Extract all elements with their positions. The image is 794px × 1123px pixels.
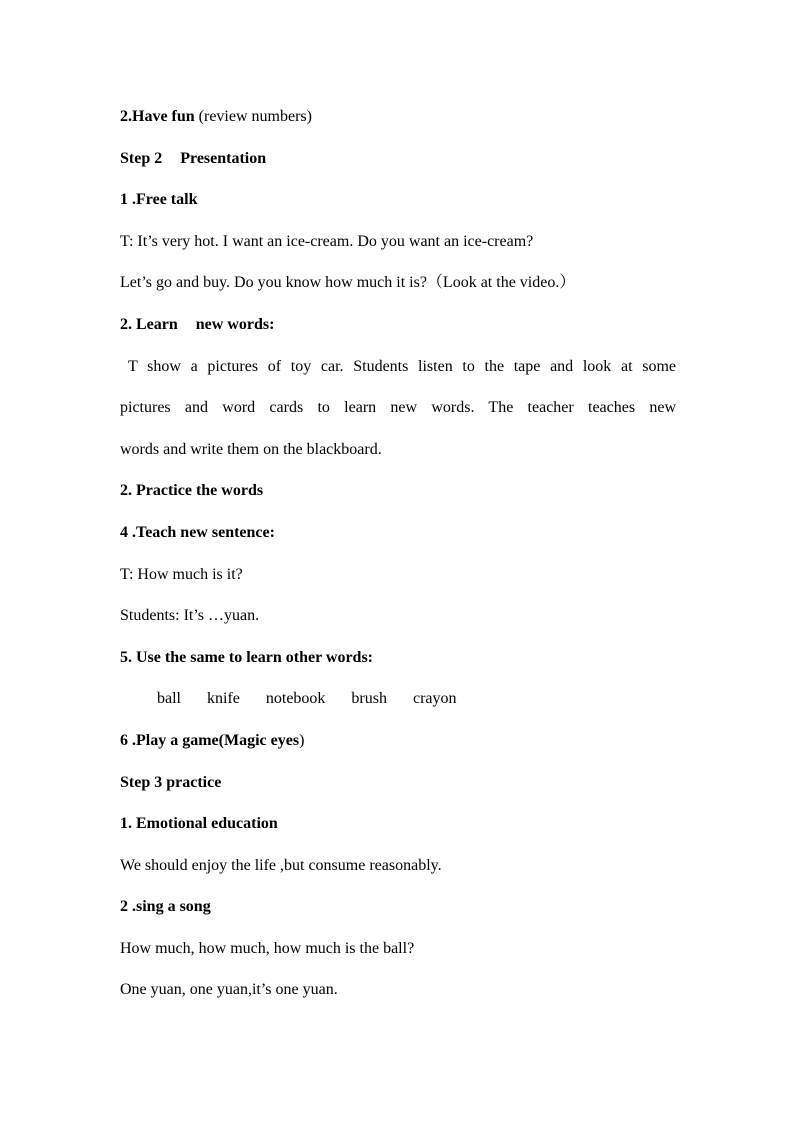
word-item: knife bbox=[207, 690, 240, 708]
word-list bbox=[120, 682, 676, 724]
free-talk-heading: 1 .Free talk bbox=[120, 191, 198, 209]
step-label: Step 2 bbox=[120, 149, 163, 167]
step-3-heading: Step 3 practice bbox=[120, 773, 222, 791]
word-item: brush bbox=[351, 690, 387, 708]
teach-sentence-heading: 4 .Teach new sentence: bbox=[120, 523, 275, 541]
dialogue-line-2: Let’s go and buy. Do you know how much it is?（Look at the video.） bbox=[120, 274, 576, 292]
sing-song-heading: 2 .sing a song bbox=[120, 898, 211, 916]
sentence-answer: Students: It’s …yuan. bbox=[120, 607, 260, 625]
activity-have-fun bbox=[120, 100, 676, 142]
step-2-heading bbox=[120, 142, 676, 184]
word-item: notebook bbox=[265, 690, 326, 708]
word-item: crayon bbox=[412, 690, 457, 708]
activity-title: 2.Have fun bbox=[120, 108, 195, 125]
other-words-heading: 5. Use the same to learn other words: bbox=[120, 648, 373, 666]
game-title: 6 .Play a game(Magic eyes bbox=[120, 731, 300, 749]
paragraph-line-1: T show a pictures of toy car. Students listen to the tape and look at some bbox=[128, 357, 676, 375]
song-line-2: One yuan, one yuan,it’s one yuan. bbox=[120, 981, 338, 999]
game-heading bbox=[120, 724, 676, 766]
paragraph-line-3: words and write them on the blackboard. bbox=[120, 440, 382, 458]
game-paren: ) bbox=[299, 731, 305, 749]
dialogue-line-1: T: It’s very hot. I want an ice-cream. Do you want an ice-cream? bbox=[120, 232, 534, 250]
emotional-education-heading: 1. Emotional education bbox=[120, 815, 278, 833]
step-title: Presentation bbox=[180, 149, 267, 167]
learn-title: new words: bbox=[195, 315, 275, 333]
practice-words-heading: 2. Practice the words bbox=[120, 482, 264, 500]
sentence-question: T: How much is it? bbox=[120, 565, 243, 583]
learn-label: 2. Learn bbox=[120, 315, 178, 333]
paragraph-line-2: pictures and word cards to learn new words. The teacher teaches new bbox=[120, 399, 676, 417]
word-item: ball bbox=[157, 690, 181, 708]
song-line-1: How much, how much, how much is the ball? bbox=[120, 939, 415, 957]
document-page bbox=[120, 100, 676, 1015]
emotional-education-text: We should enjoy the life ,but consume reasonably. bbox=[120, 856, 442, 874]
learn-words-heading bbox=[120, 308, 676, 350]
activity-note: (review numbers) bbox=[194, 108, 312, 125]
